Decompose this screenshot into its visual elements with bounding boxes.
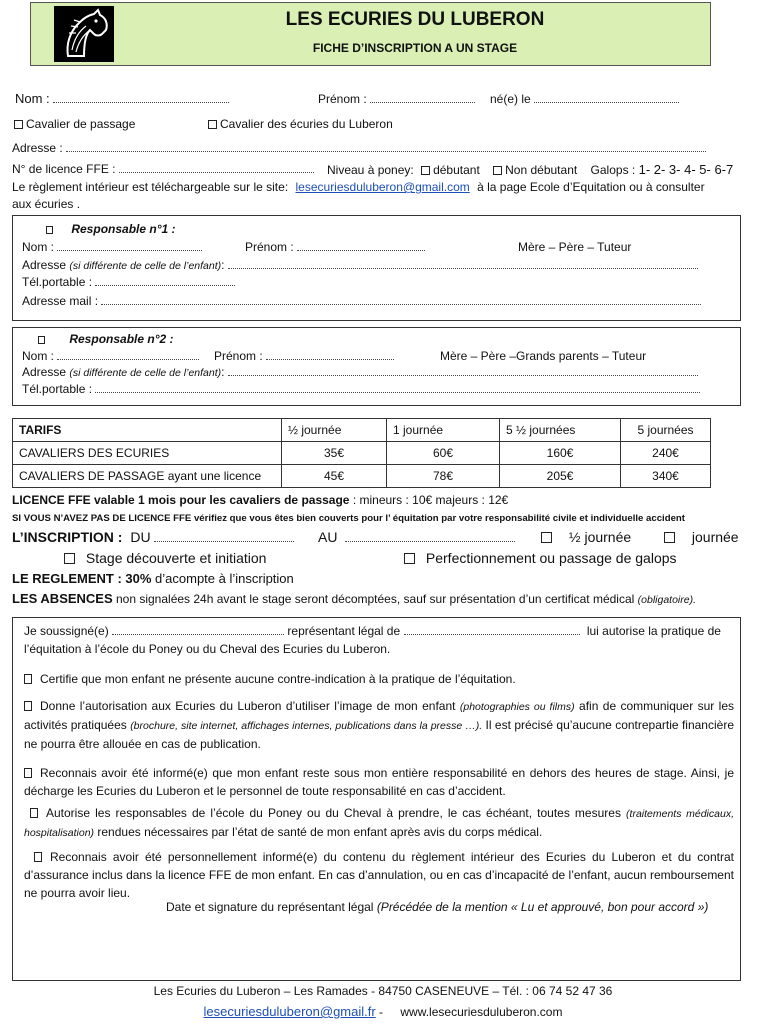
du-label: DU xyxy=(130,529,151,545)
reglement-text: d’acompte à l’inscription xyxy=(151,571,294,586)
footer-separator: - xyxy=(375,1005,384,1019)
rider-prenom-row xyxy=(318,92,475,106)
date-fin-field[interactable] xyxy=(345,532,515,542)
stage-decouverte-option[interactable] xyxy=(64,550,266,566)
tel-label: Tél.portable : xyxy=(22,382,93,396)
nom-field[interactable] xyxy=(57,241,202,251)
cavalier-ecuries-option[interactable] xyxy=(208,117,393,131)
reglement-link[interactable]: lesecuriesduluberon@gmail.com xyxy=(295,180,470,194)
nom-label: Nom : xyxy=(22,240,55,254)
item-4-text: Autorise les responsables de l’école du Poney ou du Cheval à prendre, le cas échéant, toutes mesures xyxy=(46,806,627,820)
checkbox-icon[interactable] xyxy=(24,674,32,684)
responsable-2-header xyxy=(38,332,174,346)
prenom-label: Prénom : xyxy=(318,92,367,106)
table-cell: CAVALIERS DES ECURIES xyxy=(13,442,282,465)
responsable-2-tel-row xyxy=(22,382,700,396)
prenom-label: Prénom : xyxy=(214,349,263,363)
licence-field[interactable] xyxy=(119,163,314,173)
checkbox-icon[interactable] xyxy=(24,701,32,711)
adresse-note: (si différente de celle de l’enfant) xyxy=(69,367,222,379)
adresse-field[interactable] xyxy=(228,259,698,269)
item-4-note: (traitements médicaux, hospitalisation) xyxy=(24,808,734,839)
absences-text: non signalées 24h avant le stage seront décomptées, sauf sur présentation d’un certificat médical xyxy=(112,592,638,606)
checkbox-icon[interactable] xyxy=(541,532,552,543)
item-3-text: Reconnais avoir été informé(e) que mon enfant reste sous mon entière responsabilité en dehors des heures de stage. Ainsi, je décharge les Ecuries du Luberon et le personnel de toute responsabilité en cas d’accident. xyxy=(24,766,734,798)
adresse-label: Adresse xyxy=(22,365,67,379)
item-2-text-c: Il est précisé qu’aucune contrepartie financière ne pourra être allouée en cas de publication. xyxy=(24,718,734,751)
item-4-text-b: rendues nécessaires par l’état de santé de mon enfant après avis du corps médical. xyxy=(94,825,543,839)
item-5-text: Reconnais avoir été personnellement informé(e) du contenu du règlement intérieur des Ecuries du Luberon et du contrat d’assurance inclus dans la licence FFE de mon enfant. En cas d’annulation, ou en cas d’incapacité de l’enfant, aucun remboursement ne pourra avoir lieu. xyxy=(24,850,734,900)
nom-field[interactable] xyxy=(57,350,199,360)
demi-journee-option[interactable] xyxy=(541,529,631,545)
non-debutant-label: Non débutant xyxy=(505,163,578,177)
adresse-label: Adresse : xyxy=(12,141,63,155)
licence-info-bold: LICENCE FFE valable 1 mois pour les cavaliers de passage xyxy=(12,493,350,507)
table-header-cell: TARIFS xyxy=(13,419,282,442)
debutant-label: débutant xyxy=(433,163,480,177)
item-2-text: Donne l’autorisation aux Ecuries du Luberon d’utiliser l’image de mon enfant xyxy=(40,699,460,713)
checkbox-icon[interactable] xyxy=(46,226,53,234)
responsable-2-prenom-row xyxy=(214,349,394,363)
checkbox-icon[interactable] xyxy=(664,532,675,543)
licence-label: N° de licence FFE : xyxy=(12,162,116,176)
journee-label: journée xyxy=(691,529,739,545)
galops-values: 1- 2- 3- 4- 5- 6-7 xyxy=(638,162,734,177)
checkbox-icon[interactable] xyxy=(24,768,32,778)
reglement-info-line-2: aux écuries . xyxy=(12,197,81,211)
table-header-cell: 1 journée xyxy=(387,419,500,442)
licence-info xyxy=(12,493,508,507)
checkbox-icon[interactable] xyxy=(64,553,75,564)
absences-note: (obligatoire). xyxy=(637,594,697,606)
prenom-field[interactable] xyxy=(370,93,475,103)
nom-label: Nom : xyxy=(22,349,55,363)
nom-label: Nom : xyxy=(15,91,50,106)
checkbox-icon[interactable] xyxy=(208,120,217,129)
licence-info-prices: : mineurs : 10€ majeurs : 12€ xyxy=(349,493,509,507)
licence-row xyxy=(12,162,314,176)
perfectionnement-option[interactable] xyxy=(404,550,677,566)
table-header-cell: ½ journée xyxy=(282,419,387,442)
table-cell: CAVALIERS DE PASSAGE ayant une licence xyxy=(13,465,282,488)
table-cell: 45€ xyxy=(282,465,387,488)
licence-warning: SI VOUS N’AVEZ PAS DE LICENCE FFE vérifiez que vous êtes bien couverts pour l’ équitation par votre responsabilité civile et individuelle accident xyxy=(12,513,685,524)
checkbox-icon[interactable] xyxy=(404,553,415,564)
reglement-label: LE REGLEMENT : xyxy=(12,571,126,586)
item-2-note: (photographies ou films) xyxy=(459,701,575,713)
soussigne-field[interactable] xyxy=(112,625,284,635)
adresse-label: Adresse xyxy=(22,258,67,272)
birthdate-field[interactable] xyxy=(534,93,679,103)
table-cell: 205€ xyxy=(500,465,621,488)
footer-contact xyxy=(0,1004,766,1019)
date-debut-field[interactable] xyxy=(154,532,294,542)
responsable-2-adresse-row: Adresse (si différente de celle de l’enfant): xyxy=(22,365,698,379)
nee-label: né(e) le xyxy=(490,92,531,106)
checkbox-icon[interactable] xyxy=(493,166,502,175)
au-label: AU xyxy=(318,529,338,545)
signature-line xyxy=(166,900,708,914)
footer-address: Les Ecuries du Luberon – Les Ramades - 84750 CASENEUVE – Tél. : 06 74 52 47 36 xyxy=(153,984,613,998)
tel-label: Tél.portable : xyxy=(22,275,93,289)
attestation-item-4 xyxy=(24,804,734,842)
attestation-line-2: l’équitation à l’école du Poney ou du Cheval des Ecuries du Luberon. xyxy=(24,642,391,656)
nom-field[interactable] xyxy=(53,93,229,103)
checkbox-icon[interactable] xyxy=(421,166,430,175)
checkbox-icon[interactable] xyxy=(38,336,45,344)
inscription-au-row xyxy=(318,529,515,545)
table-header-cell: 5 journées xyxy=(621,419,711,442)
attestation-item-2 xyxy=(24,697,734,753)
enfant-field[interactable] xyxy=(404,625,580,635)
niveau-row xyxy=(327,162,733,177)
tel-field[interactable] xyxy=(95,383,700,393)
cavalier-ecuries-label: Cavalier des écuries du Luberon xyxy=(220,117,393,131)
table-cell: 60€ xyxy=(387,442,500,465)
table-row xyxy=(13,465,711,488)
journee-option[interactable] xyxy=(664,529,739,545)
responsable-1-prenom-row xyxy=(245,240,425,254)
cavalier-passage-option[interactable] xyxy=(14,117,135,131)
table-cell: 240€ xyxy=(621,442,711,465)
attestation-line-1 xyxy=(24,624,721,638)
rider-birth-row xyxy=(490,92,679,106)
checkbox-icon[interactable] xyxy=(34,852,42,862)
niveau-label: Niveau à poney: xyxy=(327,163,414,177)
page-subtitle: FICHE D’INSCRIPTION A UN STAGE xyxy=(312,41,518,55)
adresse-field[interactable] xyxy=(66,142,706,152)
checkbox-icon[interactable] xyxy=(30,808,38,818)
horse-head-logo-icon xyxy=(54,6,114,62)
rider-name-row xyxy=(15,91,229,106)
item-2-note-b: (brochure, site internet, affichages internes, publications dans la presse …). xyxy=(130,720,483,732)
absences-line xyxy=(12,591,696,606)
table-cell: 35€ xyxy=(282,442,387,465)
table-row xyxy=(13,442,711,465)
responsable-1-mail-row xyxy=(22,294,701,308)
table-cell: 340€ xyxy=(621,465,711,488)
table-header-row xyxy=(13,419,711,442)
footer-website[interactable]: www.lesecuriesduluberon.com xyxy=(400,1005,563,1019)
inscription-row xyxy=(12,529,294,545)
cavalier-passage-label: Cavalier de passage xyxy=(26,117,136,131)
responsable-2-title: Responsable n°2 : xyxy=(69,332,174,346)
attestation-item-1 xyxy=(24,670,734,688)
responsable-1-relation: Mère – Père – Tuteur xyxy=(518,240,632,254)
responsable-1-title: Responsable n°1 : xyxy=(71,222,176,236)
attestation-item-5 xyxy=(24,848,734,902)
reglement-info-text: Le règlement intérieur est téléchargeable sur le site: xyxy=(12,180,289,194)
reglement-info-text-2: à la page Ecole d’Equitation ou à consulter xyxy=(477,180,705,194)
prenom-field[interactable] xyxy=(297,241,425,251)
tarifs-table xyxy=(12,418,711,488)
absences-label: LES ABSENCES xyxy=(12,591,113,606)
mail-field[interactable] xyxy=(101,295,701,305)
adresse-note: (si différente de celle de l’enfant) xyxy=(69,260,222,272)
table-cell: 160€ xyxy=(500,442,621,465)
soussigne-label: Je soussigné(e) xyxy=(24,624,109,638)
signature-note: (Précédée de la mention « Lu et approuvé, bon pour accord ») xyxy=(376,900,709,914)
representant-label: représentant légal de xyxy=(287,624,401,638)
autorise-label: lui autorise la pratique de xyxy=(586,624,721,638)
responsable-2-nom-row xyxy=(22,349,199,363)
reglement-line xyxy=(12,571,294,586)
stage-decouverte-label: Stage découverte et initiation xyxy=(85,550,267,566)
item-1-text: Certifie que mon enfant ne présente aucune contre-indication à la pratique de l’équitation. xyxy=(40,672,516,686)
adresse-field[interactable] xyxy=(228,366,698,376)
item-2-text-b: afin de communiquer sur les activités pratiquées xyxy=(24,699,734,732)
mail-label: Adresse mail : xyxy=(22,294,99,308)
responsable-1-header xyxy=(46,222,176,236)
prenom-field[interactable] xyxy=(266,350,394,360)
responsable-1-tel-row xyxy=(22,275,235,289)
attestation-item-3 xyxy=(24,764,734,800)
signature-label: Date et signature du représentant légal xyxy=(166,900,377,914)
prenom-label: Prénom : xyxy=(245,240,294,254)
checkbox-icon[interactable] xyxy=(14,120,23,129)
inscription-label: L’INSCRIPTION : xyxy=(12,529,123,545)
responsable-2-relation: Mère – Père –Grands parents – Tuteur xyxy=(440,349,647,363)
responsable-1-nom-row xyxy=(22,240,202,254)
galops-label: Galops : xyxy=(590,163,636,177)
table-header-cell: 5 ½ journées xyxy=(500,419,621,442)
perfectionnement-label: Perfectionnement ou passage de galops xyxy=(425,550,677,566)
tel-field[interactable] xyxy=(95,276,235,286)
responsable-1-adresse-row: Adresse (si différente de celle de l’enfant): xyxy=(22,258,698,272)
reglement-info-line xyxy=(12,180,705,194)
table-cell: 78€ xyxy=(387,465,500,488)
page-title: LES ECURIES DU LUBERON xyxy=(285,9,545,30)
reglement-pct: 30% xyxy=(125,571,152,586)
demi-journee-label: ½ journée xyxy=(568,529,632,545)
footer-email-link[interactable]: lesecuriesduluberon@gmail.fr xyxy=(203,1004,376,1019)
adresse-row xyxy=(12,141,706,155)
